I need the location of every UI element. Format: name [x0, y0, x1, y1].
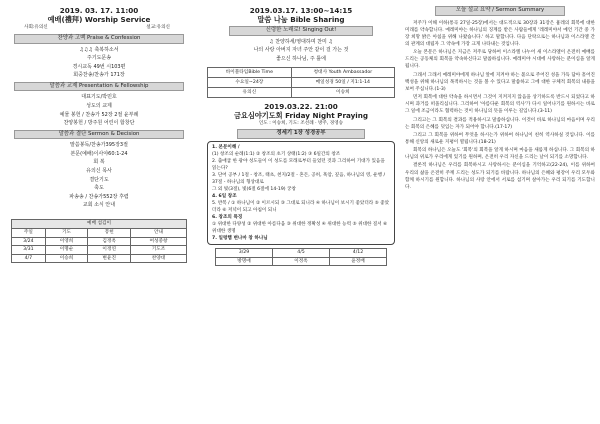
summary-column — [405, 6, 595, 420]
helpers-cell: 변윤진 — [88, 254, 131, 263]
schedule-name: 방명애 — [216, 257, 273, 266]
study-item: 2. 출애굽 한 광야 성도들이 이 성도를 모래로부터 들었던 것과 그리하여 기대가 있음을 읽는다? — [212, 158, 385, 171]
helpers-cell: 찬양대 — [131, 254, 187, 263]
bible-time-cell: 수요일~24장 — [208, 78, 292, 88]
helpers-cell: 3/31 — [12, 246, 46, 255]
helpers-header: 기도 — [45, 229, 88, 238]
helpers-cell: 이정연 — [88, 246, 131, 255]
order-line: 말씀봉독/찬송가395장3절 — [70, 142, 128, 149]
youth-ambassador-cell: 청대사 Youth Ambassador — [291, 68, 394, 78]
helpers-cell: 여성중창 — [131, 237, 187, 246]
study-item: 그 외 빛(3절), 빛(6절 6절에 14-19) 궁창 — [212, 187, 296, 193]
friday-leaders: 인도 : 이승희, 기도: 조선례 · 방주, 경영승 — [258, 121, 344, 127]
schedule-date: 4/12 — [330, 249, 387, 258]
summary-paragraph: 결론적 하나님은 우리를 회복하시고 사랑하시는 분이심을 기억하고(22-24), 이를 위하여 우리의 삶을 온전히 주께 드리는 성도가 되기를 바랍니다. 하나님의 은혜와 평강이 우리 모두와 함께 하시기를 원합니다. 하나님의 사랑 안에서 서로를 섬기며 살아가는 우리 되기를 기도합니다. — [405, 163, 595, 190]
order-line: 대표기도/박민호 — [81, 94, 117, 101]
song-line: 나의 사랑 아버지 자녀 주안 같이 걸 가는 것 — [253, 47, 349, 54]
youth-ambassador-cell: 매일성경 50일 / 지1:1-14 — [291, 78, 394, 88]
worship-date: 2019. 03. 17. 11:00 — [59, 6, 139, 15]
summary-paragraph: 회복의 하나님은 오늘도 '회복'의 회복을 알게 하시며 마음을 새롭게 하십니다. 그 회복의 하나님의 위로가 우리에게 있기를 원하며, 온전히 우리 자신을 드리는 날이 되기를 소망합니다. — [405, 148, 595, 161]
study-item: 7. 일렁햄 변나마 창 하나님 — [212, 236, 268, 242]
table-row — [12, 237, 187, 246]
worship-title: 예배(禮拜) Worship Service — [47, 15, 151, 24]
summary-paragraph: 그래서 그래서 예레미야에게 하나님 앞에 지켜야 하는 몫으로 주어진 성을 가득 담아 흩어진 백성을 위해 하나님의 목적하시는 것을 볼 수 있다고 말씀하고 그에 대한 구체적 회복의 내용을 보여 주십니다.(1-3) — [405, 72, 595, 92]
summary-paragraph: 먼저 회복에 대한 약속을 하시면서 그것이 지켜지지 않음을 상기하도록 반드시 되었다고 하시며 과거를 떠올리십니다. 그리하여 '아름다운 회복의 역사'가 다시 일어나기를 원하시는 바로 그 일에 조금이라도 협력하는 것이 하나님의 뜻을 이루는 길입니다.(3-11) — [405, 95, 595, 115]
friday-date: 2019.03.22. 21:00 — [264, 102, 338, 112]
order-line: 유의신 목사 — [86, 168, 112, 175]
table-row — [12, 246, 187, 255]
song-header: 신령한 노래로! Singing Out! — [229, 26, 373, 36]
study-header: 정세기 1장 성경공부 — [237, 129, 365, 139]
order-line: 찬양봉헌 / 방주원 어린이 합창단 — [63, 120, 135, 127]
worship-roles — [6, 24, 192, 32]
study-item: 3. 단어 공부 / 1절 - 창조, 태초, 천지/2절 - 혼돈, 공허, 흑암, 깊음, 하나님의 영, 운행 / 37절 - 하나님의 형상대로 — [212, 172, 386, 186]
song-line: 좋으신 하나님, 주 틀에 — [276, 55, 326, 62]
bible-time-cell: 유의신 — [208, 88, 292, 98]
bible-date: 2019.03.17. 13:00~14:15 — [249, 6, 353, 15]
helpers-header: 봉헌 — [88, 229, 131, 238]
fellowship-section-header: 말씀과 교제 Presentation & Fellowship — [14, 82, 184, 92]
summary-paragraph: 그리고는 그 회복의 결과를 적용하시고 말씀하십니다. 이것이 바로 하나님의 마음이며 우리는 회복의 은혜를 덧입는 자가 되어야 합니다.(17-17) — [405, 117, 595, 130]
sermon-title: 회 복 — [93, 159, 105, 166]
order-line: 파송송 / 찬송가552장 후렴 — [69, 193, 129, 200]
study-item: (1) 창조의 순례(1:1) ② 창조의 초기 상태(1:2) ③ 6일간의 창조 — [212, 151, 341, 157]
helpers-header: 주일 — [12, 229, 46, 238]
schedule-date: 4/5 — [273, 249, 330, 258]
study-item: 6. 창조의 특징 — [212, 215, 243, 221]
bible-time-table — [207, 67, 395, 98]
helpers-cell: 이명순 — [45, 246, 88, 255]
order-line: 예물 봉헌 / 찬송가 52장 2절 윤부례 — [59, 111, 139, 118]
helpers-cell: 이승희 — [45, 254, 88, 263]
summary-paragraph: 그리고 그 회복을 위하여 무엇을 하시는가 위하여 하나님이 친히 역사하실 것입니다. 이를 통해 신앙의 새로운 지평이 열립니다.(18-21) — [405, 132, 595, 145]
schedule-name: 윤정배 — [330, 257, 387, 266]
study-box — [207, 141, 395, 246]
order-line: 교회 소식 안내 — [82, 202, 116, 209]
friday-schedule-table — [215, 248, 387, 266]
order-line: 본문(예배)이사야60:1-24 — [70, 150, 128, 157]
summary-title: 오늘 설교 요약 / Sermon Summary — [435, 6, 565, 16]
schedule-name: 이정옥 — [273, 257, 330, 266]
youth-ambassador-cell: 이승희 — [291, 88, 394, 98]
praise-section-header: 찬양과 고백 Praise & Confession — [14, 34, 184, 44]
table-row — [12, 254, 187, 263]
order-line: ♫♫♫ 축복하소서 — [79, 46, 119, 53]
sermon-section-header: 말씀과 결단 Sermon & Decision — [14, 130, 184, 140]
order-line: 축도 — [94, 185, 104, 192]
helpers-cell: 3/24 — [12, 237, 46, 246]
helpers-title: 예배 섬김이 — [12, 220, 187, 229]
helpers-table — [11, 219, 187, 263]
order-line: 회중찬송/찬송가 171장 — [73, 72, 125, 79]
summary-paragraph: 오늘 본문은 하나님은 지금은 저주로 당하여 이스라엘 나누어 새 이스라엘이 온전히 예배를 드리는 공동체의 회복을 약속하신다고 말씀하십니다. 예레미야 시대에 사랑하는 분이심을 알게 됩니다. — [405, 50, 595, 70]
order-line: 성도의 교제 — [86, 102, 112, 109]
schedule-date: 3/29 — [216, 249, 273, 258]
bible-time-cell: 바이블타임Bible Time — [208, 68, 292, 78]
summary-body — [405, 20, 595, 192]
study-item: 1. 본문이해 / — [212, 144, 240, 150]
study-item: 5. 반복 / ① 하나님이 ② 이르시되 ③ 그대로 되니라 ④ 하나님이 보시기 좋았더라 ⑤ 좋았더라 ⑥ 저녁이 되고 아침이 되니 — [212, 201, 390, 214]
friday-title: 금요심야기도회 Friday Night Praying — [233, 111, 369, 121]
order-line: 결단기도 — [89, 176, 109, 183]
study-item: ① 위대한 다양성 ② 위대한 아름다움 ③ 위대한 정확성 ④ 위대한 능력 ⑤ 위대한 질서 ⑥ 위대한 생명 — [212, 222, 388, 235]
order-line: 주기도문송 — [86, 55, 112, 62]
summary-paragraph: 저주가 이해 이하(통곡 27일-25장)에서는 대도적으로 30장과 31장은 흉레의 회복에 대한 미래를 약속합니다. 예레미야는 하나님의 징계를 받은 사람들에게 '레레미야서 예언 기간 중 가장 희망 밝은 아침을 위해 나왔습니다.' 하고 말합니다. 다음 단락으로는 하나님과 이스라엘 간의 관계의 대립자 그 약속에 가장 크게 나타내는 것입니다. — [405, 20, 595, 47]
preacher-label: 설교:유의신 — [146, 25, 170, 30]
song-line: ♫ 찬양하세/영대하며 찬미 ♫ — [269, 38, 333, 45]
helpers-header: 안내 — [131, 229, 187, 238]
bible-title: 말씀 나눔 Bible Sharing — [257, 15, 345, 24]
study-item: 4. 6일 창조 — [212, 194, 237, 200]
order-line: 경시교독 49번 시103편 — [72, 63, 126, 70]
presider-label: 사회:유의신 — [24, 25, 48, 30]
bible-column — [207, 6, 395, 420]
helpers-cell: 이영희 — [45, 237, 88, 246]
helpers-cell: 김정옥 — [88, 237, 131, 246]
helpers-cell: 기도조 — [131, 246, 187, 255]
helpers-cell: 4/7 — [12, 254, 46, 263]
worship-column — [6, 6, 192, 420]
